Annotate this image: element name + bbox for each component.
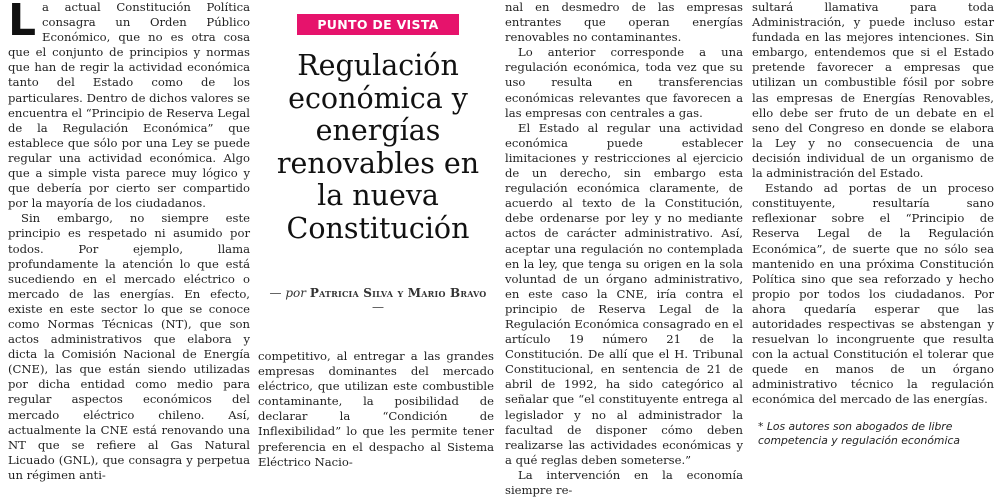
article-paragraph: Estando ad portas de un proceso constituyente, resultaría sano reflexionar sobre el “Principio de Reserva Legal de la Regulación Económica”, de suerte que no sólo sea mantenido en una próxima Constitución Política sino que sea reforzado y hecho propio por todos los ciudadanos. Por ahora quedaría esperar que las autoridades respectivas se abstengan y resuelvan lo incongruente que resulta con la actual Constitución el tolerar que quede en manos de un órgano administrativo técnico la regulación económica del mercado de las energías. <box>752 181 994 407</box>
article-column-1 <box>8 0 250 483</box>
article-paragraph: El Estado al regular una actividad económica puede establecer limitaciones y restricciones al ejercicio de un derecho, sin embargo esta regulación económica claramente, de acuerdo al texto de la Constitución, debe ordenarse por ley y no mediante actos de carácter administrativo. Así, aceptar una regulación no contemplada en la ley, que tenga su origen en la sola voluntad de un órgano administrativo, en este caso la CNE, iría contra el principio de Reserva Legal de la Regulación Económica consagrado en el artículo 19 número 21 de la Constitución. De allí que el H. Tribunal Constitucional, en sentencia de 21 de abril de 1992, ha sido categórico al señalar que “el constituyente entrega al legislador y no al administrador la facultad de disponer cómo deben realizarse las actividades económicas y a qué reglas deben someterse.” <box>505 120 743 467</box>
byline-suffix: — <box>372 300 384 314</box>
byline-authors: Patricia Silva y Mario Bravo <box>309 286 487 300</box>
byline-prefix: — por <box>269 286 310 300</box>
article-headline: Regulación económica y energías renovables en la nueva Constitución <box>276 49 480 245</box>
article-paragraph: La actual Constitución Política consagra un Orden Público Económico, que no es otra cosa que el conjunto de principios y normas que han de regir la actividad económica tanto del Estado como de los particulares. Dentro de dichos valores se encuentra el “Principio de Reserva Legal de la Regulación Económica” que establece que sólo por una Ley se puede regular una actividad económica. Algo que a simple vista parece muy lógico y que debería por cierto ser compartido por la mayoría de los ciudadanos. <box>8 0 250 211</box>
article-column-2 <box>258 349 494 470</box>
article-paragraph: La intervención en la economía siempre re- <box>505 467 743 497</box>
article-column-4 <box>752 0 994 449</box>
section-kicker: PUNTO DE VISTA <box>297 14 459 35</box>
article-paragraph: Sin embargo, no siempre este principio es respetado ni asumido por todos. Por ejemplo, llama profundamente la atención lo que está sucediendo en el mercado eléctrico o mercado de las energías. En efecto, existe en este sector lo que se conoce como Normas Técnicas (NT), que son actos administrativos que elabora y dicta la Comisión Nacional de Energía (CNE), las que están siendo utilizadas por dicha entidad como medio para regular aspectos económicos del mercado eléctrico chileno. Así, actualmente la CNE está renovando una NT que se refiere al Gas Natural Licuado (GNL), que consagra y perpetua un régimen anti- <box>8 211 250 482</box>
article-byline <box>262 286 494 314</box>
article-column-3 <box>505 0 743 498</box>
article-paragraph: nal en desmedro de las empresas entrantes que operan energías renovables no contaminantes. <box>505 0 743 45</box>
article-paragraph: sultará llamativa para toda Administración, y puede incluso estar fundada en las mejores intenciones. Sin embargo, entendemos que si el Estado pretende favorecer a empresas que utilizan un combustible fósil por sobre las empresas de Energías Renovables, ello debe ser fruto de un debate en el seno del Congreso en donde se elabora la Ley y no consecuencia de una decisión individual de un organismo de la administración del Estado. <box>752 0 994 181</box>
article-paragraph: competitivo, al entregar a las grandes empresas dominantes del mercado eléctrico, que utilizan este combustible contaminante, la posibilidad de declarar la “Condición de Inflexibilidad” lo que les permite tener preferencia en el despacho al Sistema Eléctrico Nacio- <box>258 349 494 469</box>
author-footnote: * Los autores son abogados de libre competencia y regulación económica <box>758 419 960 448</box>
article-paragraph: Lo anterior corresponde a una regulación económica, toda vez que su uso resulta en transferencias económicas relevantes que favorecen a las empresas con centrales a gas. <box>505 45 743 120</box>
